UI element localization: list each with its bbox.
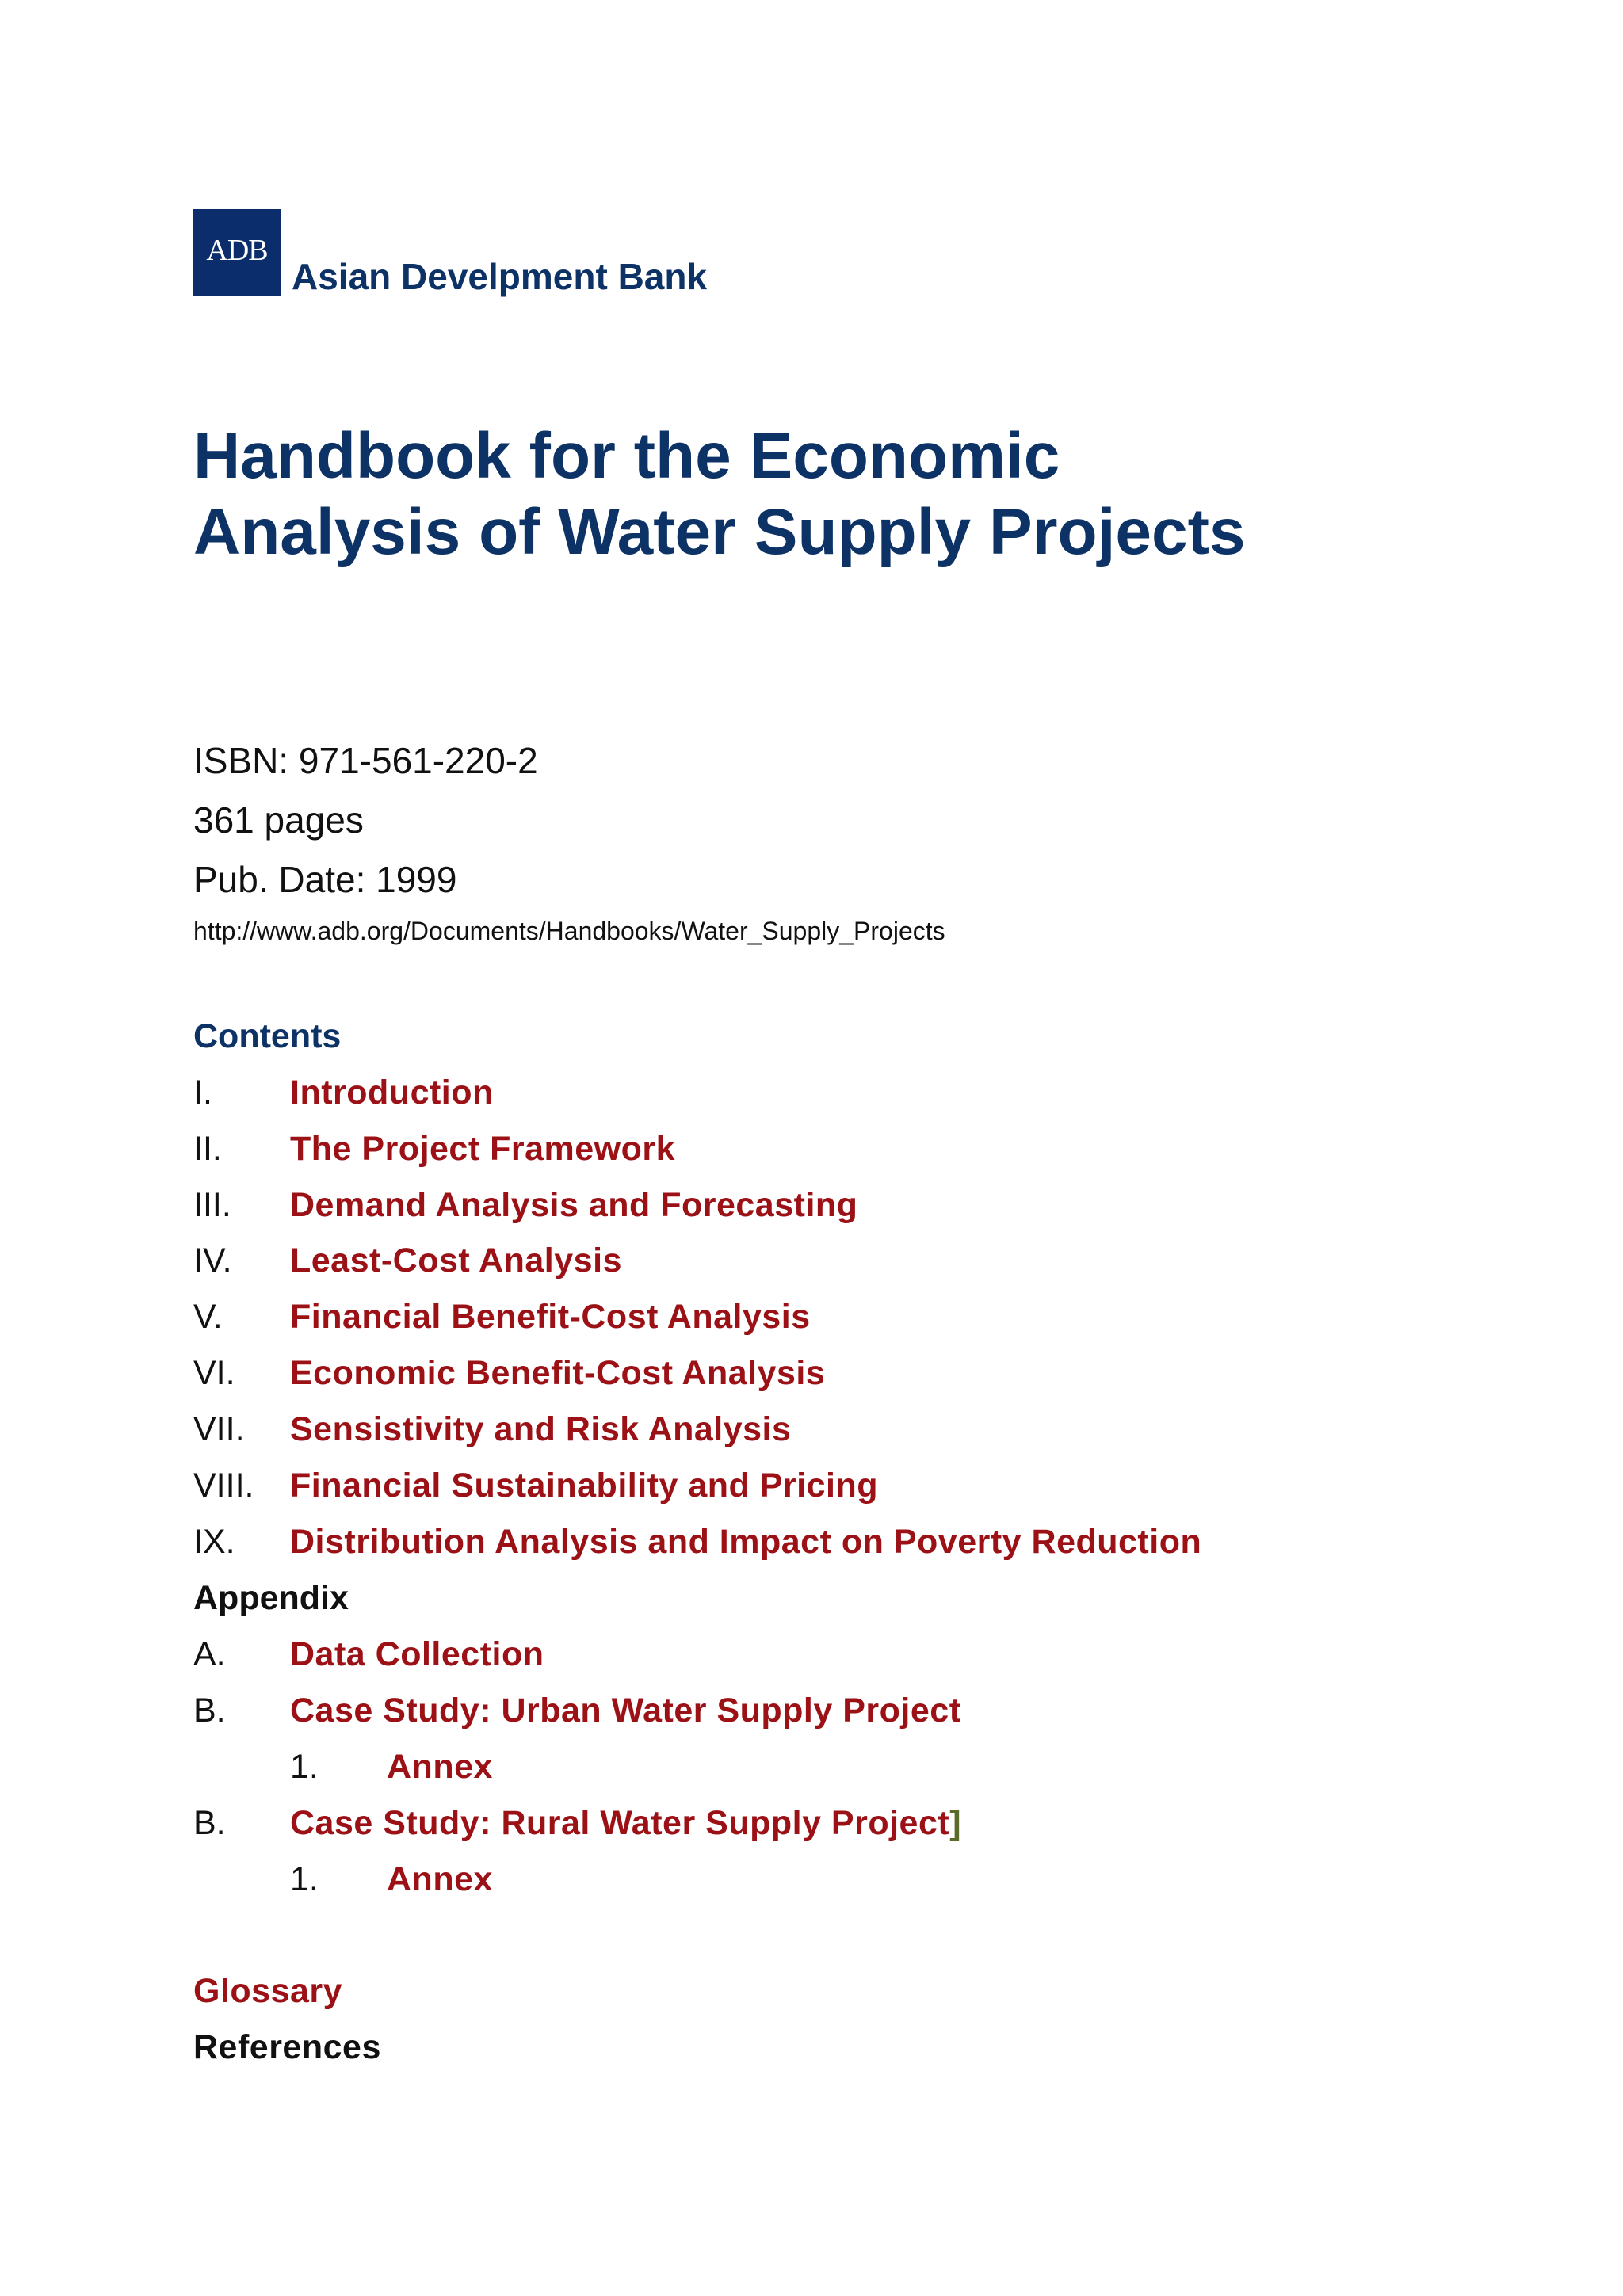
- appendix-letter: B.: [193, 1804, 226, 1842]
- appendix-link-urban-case-study[interactable]: Case Study: Urban Water Supply Project: [290, 1691, 961, 1730]
- chapter-number: IV.: [193, 1241, 232, 1280]
- annex-link-rural[interactable]: Annex: [387, 1860, 493, 1898]
- chapter-number: III.: [193, 1186, 231, 1224]
- chapter-number: V.: [193, 1298, 223, 1336]
- subitem-number: 1.: [290, 1860, 319, 1898]
- chapter-link-project-framework[interactable]: The Project Framework: [290, 1130, 676, 1168]
- chapter-link-financial-sustainability[interactable]: Financial Sustainability and Pricing: [290, 1466, 878, 1505]
- page-count: 361 pages: [193, 799, 364, 841]
- organization-name: Asian Develpment Bank: [292, 256, 708, 297]
- appendix-letter: A.: [193, 1635, 226, 1673]
- annex-link-urban[interactable]: Annex: [387, 1748, 493, 1786]
- appendix-entry-rural: [290, 1806, 961, 1840]
- chapter-number: II.: [193, 1130, 222, 1168]
- closing-bracket: ]: [949, 1804, 962, 1842]
- chapter-link-distribution-analysis[interactable]: Distribution Analysis and Impact on Poverty Reduction: [290, 1523, 1202, 1561]
- chapter-number: VIII.: [193, 1466, 254, 1505]
- references-heading: References: [193, 2028, 381, 2066]
- chapter-link-economic-benefit-cost[interactable]: Economic Benefit-Cost Analysis: [290, 1354, 826, 1392]
- chapter-number: IX.: [193, 1523, 235, 1561]
- chapter-link-introduction[interactable]: Introduction: [290, 1074, 494, 1112]
- chapter-number: VII.: [193, 1410, 245, 1448]
- glossary-link[interactable]: Glossary: [193, 1972, 343, 2010]
- logo-text: ADB: [206, 234, 268, 267]
- chapter-number: I.: [193, 1074, 212, 1112]
- appendix-heading: Appendix: [193, 1579, 349, 1617]
- isbn: ISBN: 971-561-220-2: [193, 740, 538, 781]
- adb-logo: [193, 209, 281, 296]
- document-title: [193, 418, 1541, 570]
- appendix-letter: B.: [193, 1691, 226, 1730]
- appendix-link-data-collection[interactable]: Data Collection: [290, 1635, 544, 1673]
- publication-date: Pub. Date: 1999: [193, 859, 457, 900]
- chapter-link-least-cost-analysis[interactable]: Least-Cost Analysis: [290, 1241, 622, 1280]
- chapter-link-financial-benefit-cost[interactable]: Financial Benefit-Cost Analysis: [290, 1298, 811, 1336]
- chapter-link-sensitivity-risk[interactable]: Sensistivity and Risk Analysis: [290, 1410, 792, 1448]
- chapter-number: VI.: [193, 1354, 235, 1392]
- contents-heading: Contents: [193, 1017, 342, 1055]
- title-line-1: Handbook for the Economic: [193, 420, 1060, 492]
- chapter-link-demand-analysis[interactable]: Demand Analysis and Forecasting: [290, 1186, 858, 1224]
- source-url[interactable]: http://www.adb.org/Documents/Handbooks/Water_Supply_Projects: [193, 917, 945, 945]
- appendix-link-rural-case-study[interactable]: Case Study: Rural Water Supply Project: [290, 1804, 950, 1842]
- subitem-number: 1.: [290, 1748, 319, 1786]
- title-line-2: Analysis of Water Supply Projects: [193, 496, 1246, 568]
